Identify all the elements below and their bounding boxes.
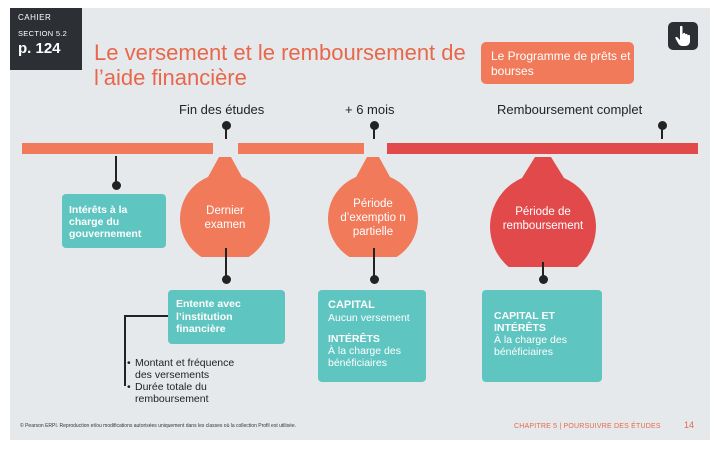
milestone-tick	[373, 126, 375, 139]
milestone-end-of-studies: Fin des études	[179, 102, 265, 117]
interactive-hand-button[interactable]	[668, 22, 698, 50]
partial-exemption-box	[318, 290, 426, 382]
footer-chapter: CHAPITRE 5 | POURSUIVRE DES ÉTUDES	[514, 423, 661, 430]
connector-dot	[539, 275, 548, 284]
connector-dot	[112, 181, 121, 190]
timeline-segment-exemption	[238, 143, 364, 154]
partial-capital-title: CAPITAL	[328, 299, 375, 311]
program-link-button[interactable]: Le Programme de prêts et bourses	[481, 42, 634, 84]
repayment-title: CAPITAL ET INTÉRÊTS	[494, 310, 555, 334]
tab-page-label: p. 124	[18, 40, 61, 57]
page-title: Le versement et le remboursement de l’aide financière	[94, 40, 466, 90]
partial-interest-title: INTÉRÊTS	[328, 333, 380, 345]
circle-partial-label: Période d’exemptio n partielle	[340, 198, 406, 238]
bracket-line	[124, 315, 126, 386]
section-tab	[10, 8, 82, 70]
agreement-box: Entente avec l’institution financière	[168, 290, 285, 344]
bullet-mark: •	[127, 357, 131, 369]
footer-copyright: © Pearson ERPI. Reproduction et/ou modifications autorisées uniquement dans les classes où la collection Profil est utilisée.	[20, 423, 297, 429]
milestone-tick	[661, 126, 663, 139]
circle-exam-label: Dernier examen	[204, 205, 246, 231]
partial-interest-text: À la charge des bénéficiaires	[328, 345, 401, 369]
milestone-six-months: + 6 mois	[345, 102, 395, 117]
bullet-text: Durée totale du remboursement	[135, 381, 209, 405]
pointing-hand-icon	[668, 22, 698, 50]
circle-repayment-label: Période de remboursement	[502, 206, 584, 232]
connector-line	[373, 248, 375, 278]
repayment-text: À la charge des bénéficiaires	[494, 334, 567, 358]
bullet-text: Montant et fréquence des versements	[135, 357, 235, 381]
connector-dot	[222, 275, 231, 284]
timeline-segment-repayment	[387, 143, 698, 154]
bullet-list	[127, 357, 247, 405]
milestone-tick	[225, 126, 227, 139]
bullet-item	[127, 381, 247, 405]
milestone-full-repayment: Remboursement complet	[497, 102, 643, 117]
tab-cahier-label: CAHIER	[18, 13, 52, 22]
bullet-mark: •	[127, 381, 131, 393]
repayment-box	[482, 290, 602, 382]
timeline-segment-studies	[22, 143, 213, 154]
tab-section-label: SECTION 5.2	[18, 29, 68, 38]
footer-page-number: 14	[684, 420, 695, 430]
partial-capital-text: Aucun versement	[328, 312, 410, 324]
connector-dot	[370, 275, 379, 284]
bracket-line	[124, 315, 168, 317]
government-interest-box: Intérêts à la charge du gouvernement	[62, 194, 166, 248]
bullet-item	[127, 357, 247, 381]
connector-line	[225, 248, 227, 278]
